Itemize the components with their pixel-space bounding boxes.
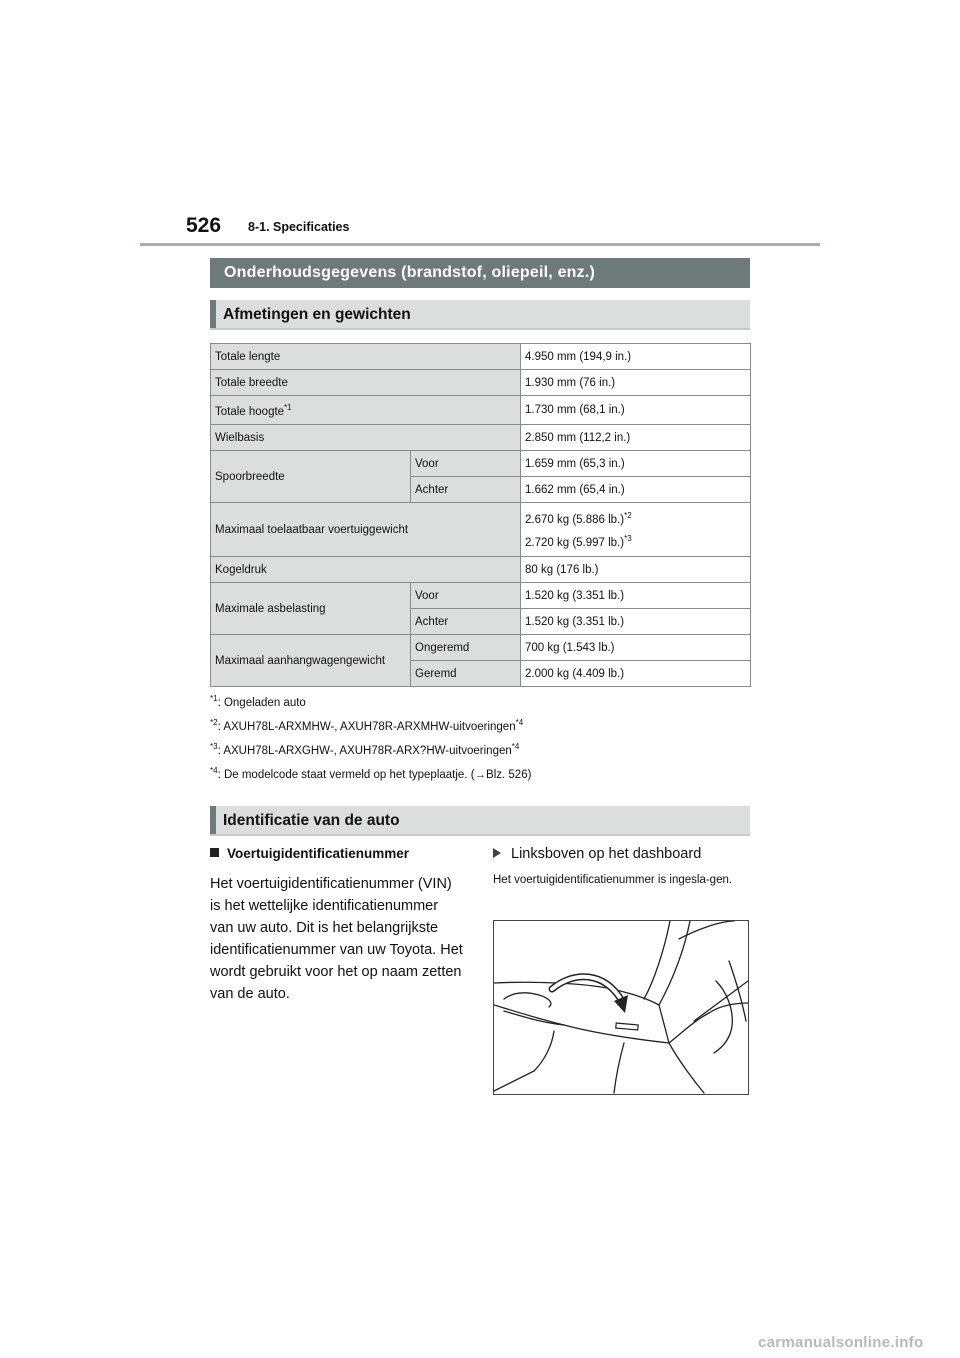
- dashboard-drawing-icon: [494, 921, 748, 1094]
- row-label-length: Totale lengte: [211, 344, 521, 370]
- row-label-track: Spoorbreedte: [211, 451, 411, 503]
- axle-front-value: 1.520 kg (3.351 lb.): [521, 583, 751, 609]
- row-label-gvw: Maximaal toelaatbaar voertuiggewicht: [211, 503, 521, 557]
- vin-section: [210, 846, 465, 1005]
- section-title: 8-1. Specificaties: [248, 220, 350, 234]
- table-row: [211, 503, 751, 557]
- footnote-mark-1: *1: [210, 694, 218, 703]
- location-note: Het voertuigidentificatienummer is ingesla-gen.: [493, 874, 733, 886]
- table-row: [211, 583, 751, 609]
- gvw-value-2: [525, 534, 746, 549]
- height-footnote-ref: *1: [284, 402, 292, 412]
- table-row: [211, 396, 751, 425]
- vin-description: Het voertuigidentificatienummer (VIN) is het wettelijke identificatienummer van uw auto. Dit is het belangrijkste identificatienummer van uw Toyota. Het wordt gebruikt voor het op naam zetten van de auto.: [210, 876, 463, 1002]
- header-divider: [140, 243, 820, 246]
- table-row: [211, 557, 751, 583]
- footnote-2: [210, 718, 531, 742]
- footnote-ref-2: *4: [515, 718, 524, 727]
- footnote-mark-3: *3: [210, 742, 218, 751]
- row-label-trailer: Maximaal aanhangwagengewicht: [211, 635, 411, 687]
- track-front-label: Voor: [411, 451, 521, 477]
- footnote-text-4: : De modelcode staat vermeld op het typeplaatje. (→Blz. 526): [217, 768, 532, 781]
- row-value-height: 1.730 mm (68,1 in.): [521, 396, 751, 425]
- footnote-1: [210, 694, 531, 718]
- axle-rear-label: Achter: [411, 609, 521, 635]
- triangle-bullet-icon: [493, 848, 501, 858]
- track-rear-value: 1.662 mm (65,4 in.): [521, 477, 751, 503]
- identification-heading: Identificatie van de auto: [210, 806, 750, 836]
- row-value-coupling: 80 kg (176 lb.): [521, 557, 751, 583]
- trailer-unbraked-label: Ongeremd: [411, 635, 521, 661]
- table-row: [211, 451, 751, 477]
- height-label-text: Totale hoogte: [215, 405, 285, 418]
- footnote-mark-4: *4: [210, 766, 218, 775]
- table-row: [211, 425, 751, 451]
- track-rear-label: Achter: [411, 477, 521, 503]
- gvw-footnote-ref-2: *3: [624, 533, 632, 543]
- row-label-wheelbase: Wielbasis: [211, 425, 521, 451]
- row-label-height: [211, 396, 521, 425]
- table-row: [211, 370, 751, 396]
- trailer-braked-label: Geremd: [411, 661, 521, 687]
- gvw-footnote-ref-1: *2: [624, 510, 632, 520]
- footnote-ref-3: *4: [511, 742, 520, 751]
- trailer-braked-value: 2.000 kg (4.409 lb.): [521, 661, 751, 687]
- square-bullet-icon: [210, 848, 219, 857]
- chapter-banner: Onderhoudsgegevens (brandstof, oliepeil, enz.): [210, 258, 750, 288]
- dimensions-table: [210, 343, 751, 687]
- track-front-value: 1.659 mm (65,3 in.): [521, 451, 751, 477]
- row-value-length: 4.950 mm (194,9 in.): [521, 344, 751, 370]
- gvw-value-1-text: 2.670 kg (5.886 lb.): [525, 513, 625, 526]
- footnotes: [210, 694, 531, 790]
- row-label-coupling: Kogeldruk: [211, 557, 521, 583]
- axle-front-label: Voor: [411, 583, 521, 609]
- footnote-4: [210, 766, 531, 790]
- location-heading: [493, 846, 749, 862]
- row-value-width: 1.930 mm (76 in.): [521, 370, 751, 396]
- gvw-value-1: [525, 511, 746, 526]
- axle-rear-value: 1.520 kg (3.351 lb.): [521, 609, 751, 635]
- trailer-unbraked-value: 700 kg (1.543 lb.): [521, 635, 751, 661]
- watermark: carmanualsonline.info: [758, 1334, 924, 1351]
- table-row: [211, 344, 751, 370]
- vin-heading-text: Voertuigidentificatienummer: [227, 846, 410, 861]
- row-label-width: Totale breedte: [211, 370, 521, 396]
- row-label-axle: Maximale asbelasting: [211, 583, 411, 635]
- gvw-value-2-text: 2.720 kg (5.997 lb.): [525, 536, 625, 549]
- row-value-gvw: [521, 503, 751, 557]
- vin-heading: [210, 846, 465, 861]
- table-row: [211, 635, 751, 661]
- row-value-wheelbase: 2.850 mm (112,2 in.): [521, 425, 751, 451]
- dimensions-heading: Afmetingen en gewichten: [210, 300, 750, 330]
- footnote-mark-2: *2: [210, 718, 218, 727]
- footnote-text-3: : AXUH78L-ARXGHW-, AXUH78R-ARX?HW-uitvoeringen: [217, 744, 512, 757]
- dashboard-vin-illustration: [493, 920, 749, 1095]
- vin-location-section: [493, 846, 749, 889]
- footnote-text-2: : AXUH78L-ARXMHW-, AXUH78R-ARXMHW-uitvoeringen: [217, 720, 516, 733]
- footnote-text-1: : Ongeladen auto: [217, 696, 306, 709]
- location-heading-text: Linksboven op het dashboard: [511, 846, 702, 862]
- page-number: 526: [186, 214, 222, 237]
- footnote-3: [210, 742, 531, 766]
